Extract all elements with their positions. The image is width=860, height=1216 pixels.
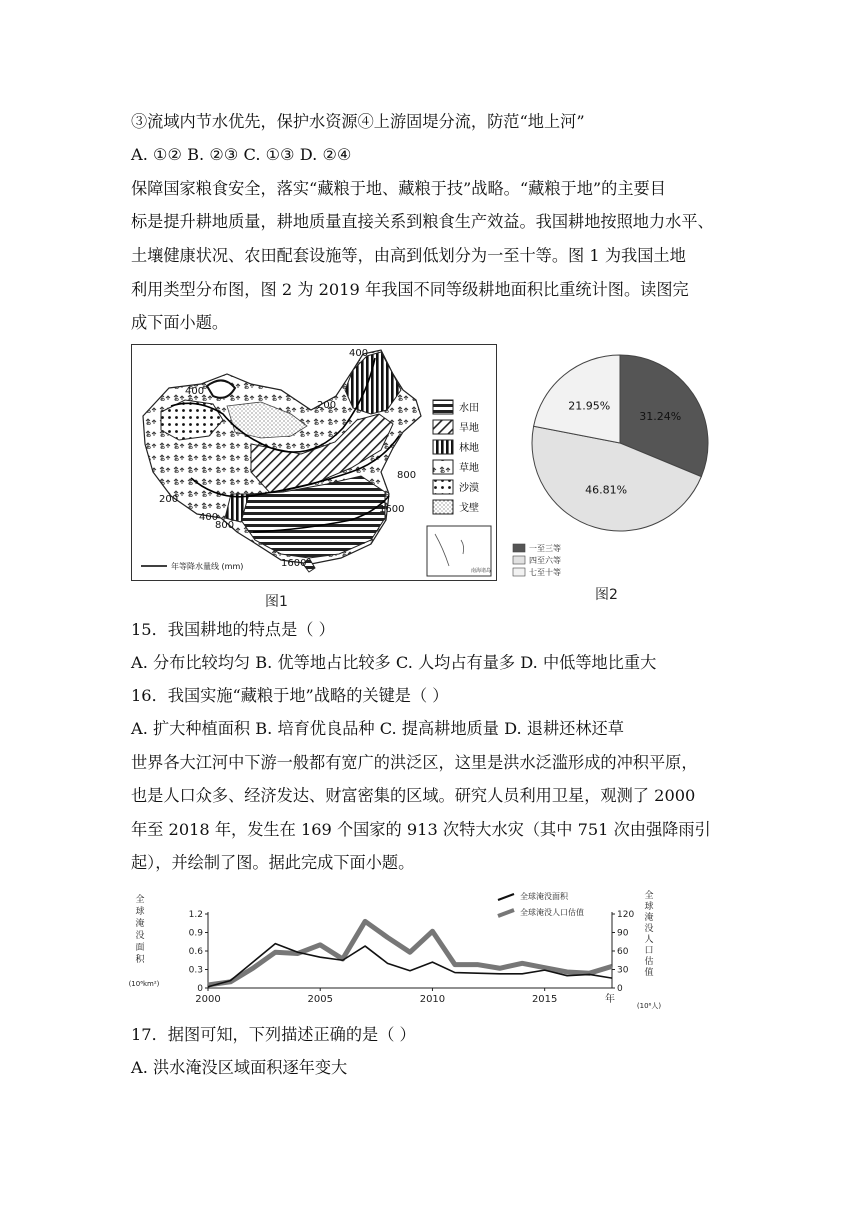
x-tick-label: 2010	[419, 994, 446, 1005]
option-17a: A. 洪水淹没区域面积逐年变大	[131, 1058, 348, 1077]
right-tick-label: 90	[617, 928, 629, 939]
legend-population: 全球淹没人口估值	[520, 908, 584, 917]
isoline-label: 400	[199, 512, 219, 523]
left-axis-unit: (10⁶km²)	[128, 980, 160, 988]
text-line: 保障国家粮食安全，落实“藏粮于地、藏粮于技”战略。“藏粮于地”的主要目	[131, 179, 666, 198]
left-tick-label: 0.3	[188, 965, 203, 976]
map-caption: 图1	[265, 594, 288, 610]
flood-line-chart	[128, 888, 674, 1016]
question-16: 16．我国实施“藏粮于地”战略的关键是（ ）	[131, 686, 449, 705]
legend-gobi: 戈壁	[459, 503, 479, 514]
isoline-label: 800	[215, 520, 235, 531]
text-line: 成下面小题。	[131, 313, 229, 332]
right-tick-label: 120	[617, 910, 635, 920]
right-tick-label: 60	[617, 947, 629, 957]
isoline-label: 1600	[281, 558, 307, 569]
isoline-label: 200	[159, 494, 179, 505]
pie-value-label: 31.24%	[639, 410, 682, 424]
text-line: 标是提升耕地质量，耕地质量直接关系到粮食生产效益。我国耕地按照地力水平、	[131, 212, 714, 231]
x-tick-label: 2005	[307, 994, 333, 1005]
x-axis-label: 年	[605, 994, 615, 1005]
pie-caption: 图2	[595, 587, 618, 603]
left-tick-label: 0.6	[188, 947, 203, 957]
pie-legend-swatch	[513, 556, 525, 564]
x-tick-label: 2000	[195, 994, 221, 1005]
pie-legend-label: 一至三等	[529, 544, 561, 553]
question-15: 15．我国耕地的特点是（ ）	[131, 620, 335, 639]
legend-forest: 林地	[459, 443, 479, 454]
cropland-grade-pie-chart	[509, 352, 737, 608]
text-line: 利用类型分布图，图 2 为 2019 年我国不同等级耕地面积比重统计图。读图完	[131, 280, 689, 299]
pie-legend-label: 七至十等	[529, 568, 561, 577]
land-use-map	[131, 344, 497, 612]
legend-paddy: 水田	[459, 403, 479, 414]
text-line: 年至 2018 年，发生在 169 个国家的 913 次特大水灾（其中 751 次由强降雨引	[131, 820, 711, 839]
pie-legend-label: 四至六等	[529, 556, 561, 565]
text-line: 起），并绘制了图。据此完成下面小题。	[131, 853, 415, 872]
right-axis-unit: (10⁶人)	[636, 1002, 662, 1010]
pie-value-label: 46.81%	[585, 483, 628, 497]
right-tick-label: 0	[617, 984, 623, 994]
left-tick-label: 0.9	[188, 928, 203, 939]
right-axis-title: 全球淹没人口估值	[644, 891, 654, 978]
question-17: 17．据图可知，下列描述正确的是（ ）	[131, 1025, 416, 1044]
right-tick-label: 30	[617, 965, 629, 976]
x-tick-label: 2015	[531, 994, 558, 1005]
left-axis-title: 全球淹没面积	[135, 895, 145, 965]
left-tick-label: 1.2	[188, 910, 203, 920]
isoline-label: 200	[317, 400, 337, 411]
inset-label: 南海诸岛	[471, 568, 492, 574]
text-line: ③流域内节水优先，保护水资源④上游固堤分流，防范“地上河”	[131, 112, 585, 131]
isoline-label: 400	[185, 386, 205, 397]
legend-grassland: 草地	[459, 463, 479, 474]
text-line: 也是人口众多、经济发达、财富密集的区域。研究人员利用卫星，观测了 2000	[131, 786, 696, 805]
legend-desert: 沙漠	[459, 483, 479, 494]
options-15: A. 分布比较均匀 B. 优等地占比较多 C. 人均占有量多 D. 中低等地比重大	[131, 653, 657, 672]
text-line: A. ①② B. ②③ C. ①③ D. ②④	[131, 145, 352, 164]
legend-area: 全球淹没面积	[520, 892, 568, 901]
legend-dryland: 旱地	[459, 423, 479, 434]
isoline-label: 800	[397, 470, 417, 481]
isoline-legend: 年等降水量线 (mm)	[171, 562, 244, 571]
pie-legend-swatch	[513, 568, 525, 576]
text-line: 世界各大江河中下游一般都有宽广的洪泛区，这里是洪水泛滥形成的冲积平原，	[131, 753, 698, 772]
left-tick-label: 0	[197, 984, 203, 994]
pie-value-label: 21.95%	[568, 399, 611, 413]
series-population	[208, 921, 612, 985]
isoline-label: 400	[349, 348, 369, 359]
text-line: 土壤健康状况、农田配套设施等，由高到低划分为一至十等。图 1 为我国土地	[131, 246, 686, 265]
options-16: A. 扩大种植面积 B. 培育优良品种 C. 提高耕地质量 D. 退耕还林还草	[131, 719, 624, 738]
isoline-label: 1600	[379, 504, 405, 515]
pie-legend-swatch	[513, 544, 525, 552]
